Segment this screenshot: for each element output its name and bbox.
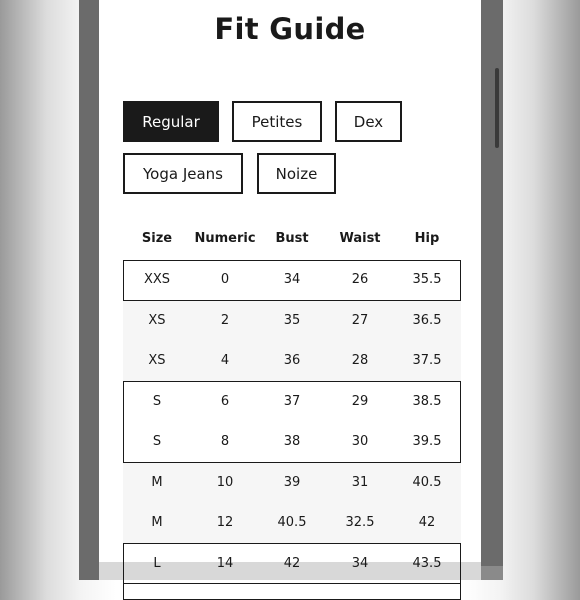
col-header-numeric: Numeric bbox=[194, 231, 256, 246]
fit-guide-screen bbox=[99, 0, 481, 571]
tab-petites[interactable]: Petites bbox=[232, 101, 322, 142]
hip-cell: 43.5 bbox=[412, 555, 442, 571]
bust-cell: 35 bbox=[283, 312, 301, 328]
hip-cell: 36.5 bbox=[412, 312, 442, 328]
bust-cell: 40.5 bbox=[277, 515, 307, 531]
waist-cell: 27 bbox=[351, 312, 369, 328]
size-cell: S bbox=[152, 434, 162, 450]
bust-cell: 37 bbox=[283, 393, 301, 409]
numeric-cell: 8 bbox=[220, 434, 230, 450]
col-header-waist: Waist bbox=[339, 231, 381, 246]
col-header-hip: Hip bbox=[414, 231, 440, 246]
size-cell: L bbox=[153, 555, 161, 571]
size-cell: M bbox=[151, 515, 163, 531]
numeric-cell: 10 bbox=[216, 474, 234, 490]
size-cell: S bbox=[152, 393, 162, 409]
waist-cell: 32.5 bbox=[345, 515, 375, 531]
tab-regular[interactable]: Regular bbox=[123, 101, 219, 142]
tab-dex[interactable]: Dex bbox=[335, 101, 402, 142]
hip-cell: 38.5 bbox=[412, 393, 442, 409]
waist-cell: 30 bbox=[351, 434, 369, 450]
bust-cell: 34 bbox=[283, 272, 301, 288]
hip-cell: 35.5 bbox=[412, 272, 442, 288]
hip-cell: 40.5 bbox=[412, 474, 442, 490]
waist-cell: 31 bbox=[351, 474, 369, 490]
bust-cell: 36 bbox=[283, 353, 301, 369]
waist-cell: 34 bbox=[351, 555, 369, 571]
hip-cell: 42 bbox=[418, 515, 436, 531]
phone-edge bbox=[481, 566, 503, 580]
tab-yoga-jeans[interactable]: Yoga Jeans bbox=[123, 153, 243, 194]
numeric-cell: 14 bbox=[216, 555, 234, 571]
hip-cell: 39.5 bbox=[412, 434, 442, 450]
size-cell: M bbox=[151, 474, 163, 490]
numeric-cell: 6 bbox=[220, 393, 230, 409]
numeric-cell: 4 bbox=[220, 353, 230, 369]
numeric-cell: 12 bbox=[216, 515, 234, 531]
hip-cell: 37.5 bbox=[412, 353, 442, 369]
size-cell: XXS bbox=[143, 272, 171, 288]
bust-cell: 38 bbox=[283, 434, 301, 450]
phone-bezel-right bbox=[481, 0, 503, 580]
waist-cell: 26 bbox=[351, 272, 369, 288]
numeric-cell: 2 bbox=[220, 312, 230, 328]
page-title: Fit Guide bbox=[214, 12, 366, 46]
tab-noize[interactable]: Noize bbox=[257, 153, 336, 194]
numeric-cell: 0 bbox=[220, 272, 230, 288]
waist-cell: 29 bbox=[351, 393, 369, 409]
waist-cell: 28 bbox=[351, 353, 369, 369]
size-cell: XS bbox=[148, 353, 166, 369]
size-cell: XS bbox=[148, 312, 166, 328]
col-header-bust: Bust bbox=[275, 231, 309, 246]
bust-cell: 39 bbox=[283, 474, 301, 490]
col-header-size: Size bbox=[141, 231, 173, 246]
scrollbar[interactable] bbox=[495, 68, 499, 148]
phone-bezel-left bbox=[79, 0, 99, 580]
bust-cell: 42 bbox=[283, 555, 301, 571]
